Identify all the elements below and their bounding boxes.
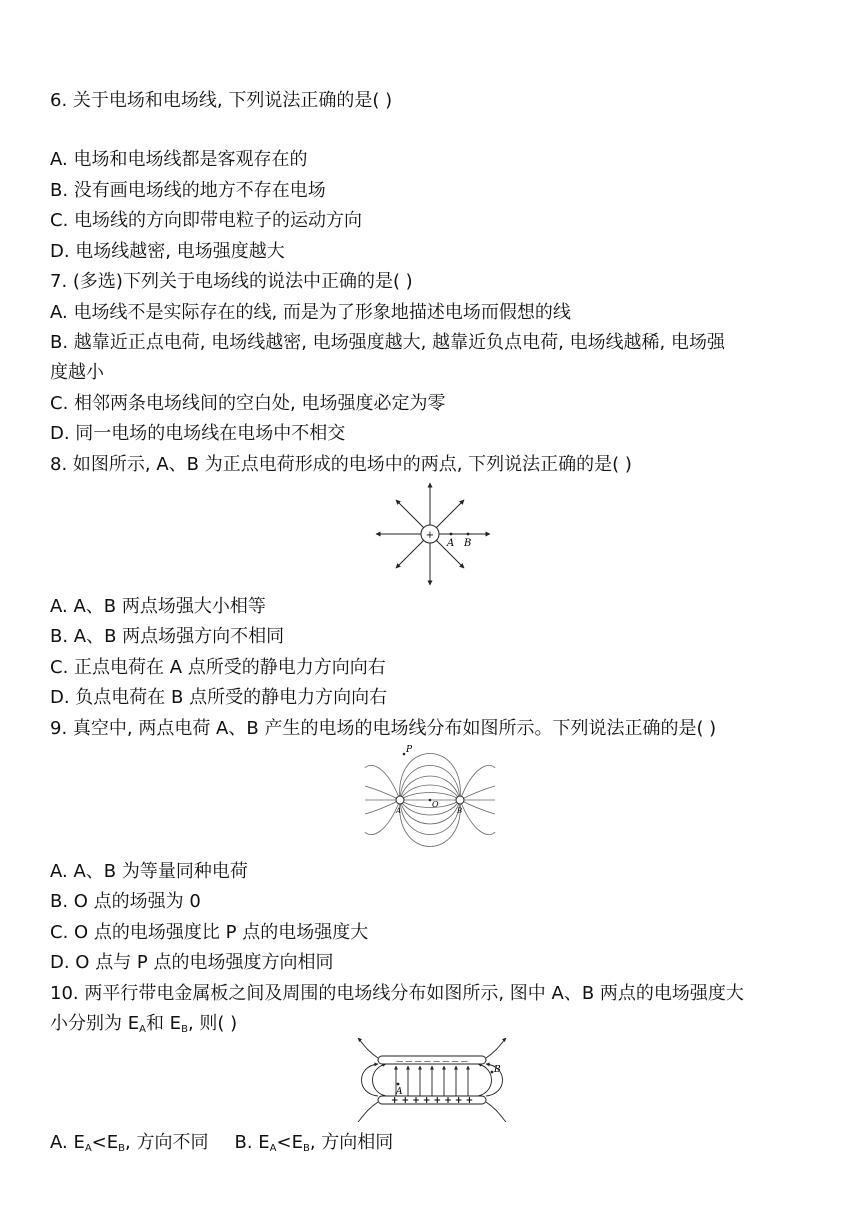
q8-option-d: D. 负点电荷在 B 点所受的静电力方向向右 [50, 687, 388, 708]
q10-point-b-dot [491, 1071, 494, 1074]
q8-option-c: C. 正点电荷在 A 点所受的静电力方向向右 [50, 657, 386, 678]
q10-opt-b-pre: B. E [234, 1132, 270, 1153]
q8-label-a: A [447, 538, 455, 549]
q8-point-a-dot [450, 533, 453, 536]
q9-stem: 9. 真空中, 两点电荷 A、B 产生的电场的电场线分布如图所示。下列说法正确的是( ) [50, 718, 717, 739]
q9-charge-a [396, 796, 404, 804]
q7-option-c: C. 相邻两条电场线间的空白处, 电场强度必定为零 [50, 393, 446, 414]
q10-opt-b-post: , 方向相同 [309, 1132, 394, 1153]
q10-opt-b-sub1: A [269, 1143, 277, 1154]
q8-stem: 8. 如图所示, A、B 为正点电荷形成的电场中的两点, 下列说法正确的是( ) [50, 454, 632, 475]
q7-stem: 7. (多选)下列关于电场线的说法中正确的是( ) [50, 271, 413, 292]
q9-label-b: B [457, 807, 463, 815]
q8-figure-point-charge-field [372, 480, 492, 588]
q8-point-b-dot [467, 533, 470, 536]
q7-option-d: D. 同一电场的电场线在电场中不相交 [50, 423, 346, 444]
q10-stem: 10. 两平行带电金属板之间及周围的电场线分布如图所示, 图中 A、B 两点的电场强度大 [50, 983, 744, 1004]
q10-option-a [50, 1132, 208, 1153]
q6-stem: 6. 关于电场和电场线, 下列说法正确的是( ) [50, 90, 393, 111]
q10-label-b: B [494, 1065, 501, 1075]
q8-option-b: B. A、B 两点场强方向不相同 [50, 626, 285, 647]
q9-point-p-dot [403, 753, 406, 756]
q10-opt-a-sub2: B [118, 1143, 126, 1154]
q9-option-d: D. O 点与 P 点的电场强度方向相同 [50, 952, 334, 973]
q10-option-b [234, 1132, 393, 1153]
q10-opt-a-post: , 方向不同 [125, 1132, 209, 1153]
q8-option-a: A. A、B 两点场强大小相等 [50, 596, 266, 617]
q10-stem2-sub-b: B [181, 1024, 188, 1035]
q10-stem2-post: , 则( ) [187, 1013, 238, 1034]
q9-label-a: A [396, 807, 402, 815]
q9-point-o-dot [429, 799, 432, 802]
q10-opt-b-sub2: B [302, 1143, 310, 1154]
q10-figure-parallel-plates [354, 1038, 510, 1122]
q8-label-b: B [464, 538, 472, 549]
q9-charge-b [456, 796, 464, 804]
q10-label-a: A [396, 1087, 403, 1097]
q7-option-b-cont: 度越小 [50, 362, 104, 383]
q10-top-plate-signs: — — — — — — — — [396, 1057, 468, 1065]
q7-option-a: A. 电场线不是实际存在的线, 而是为了形象地描述电场而假想的线 [50, 302, 571, 323]
q9-label-o: O [432, 800, 439, 809]
q10-bottom-plate-signs: + + + + + + + + [390, 1096, 474, 1106]
q10-stem-line2 [50, 1013, 237, 1041]
q9-option-b: B. O 点的场强为 0 [50, 891, 201, 912]
q9-label-p: P [406, 745, 413, 755]
q10-opt-b-mid: <E [276, 1132, 303, 1153]
q10-opt-a-pre: A. E [50, 1132, 85, 1153]
q7-option-b: B. 越靠近正点电荷, 电场线越密, 电场强度越大, 越靠近负点电荷, 电场线越稀, 电场强 [50, 332, 726, 353]
q10-stem2-sub-a: A [139, 1024, 146, 1035]
q9-figure-dipole-field [364, 744, 496, 850]
q8-charge-sign: + [425, 530, 435, 541]
q6-option-d: D. 电场线越密, 电场强度越大 [50, 241, 285, 262]
q6-option-b: B. 没有画电场线的地方不存在电场 [50, 180, 326, 201]
q9-option-a: A. A、B 为等量同种电荷 [50, 861, 248, 882]
q6-option-a: A. 电场和电场线都是客观存在的 [50, 149, 308, 170]
q10-uniform-lines [396, 1066, 468, 1096]
q10-point-a-dot [397, 1083, 400, 1086]
q10-stem2-mid: 和 E [145, 1013, 182, 1034]
q10-stem2-pre: 小分别为 E [50, 1013, 140, 1034]
q10-opt-a-sub1: A [84, 1143, 92, 1154]
q10-opt-a-mid: <E [91, 1132, 119, 1153]
q9-option-c: C. O 点的电场强度比 P 点的电场强度大 [50, 922, 369, 943]
q10-options-row [50, 1132, 393, 1160]
q6-option-c: C. 电场线的方向即带电粒子的运动方向 [50, 210, 363, 231]
